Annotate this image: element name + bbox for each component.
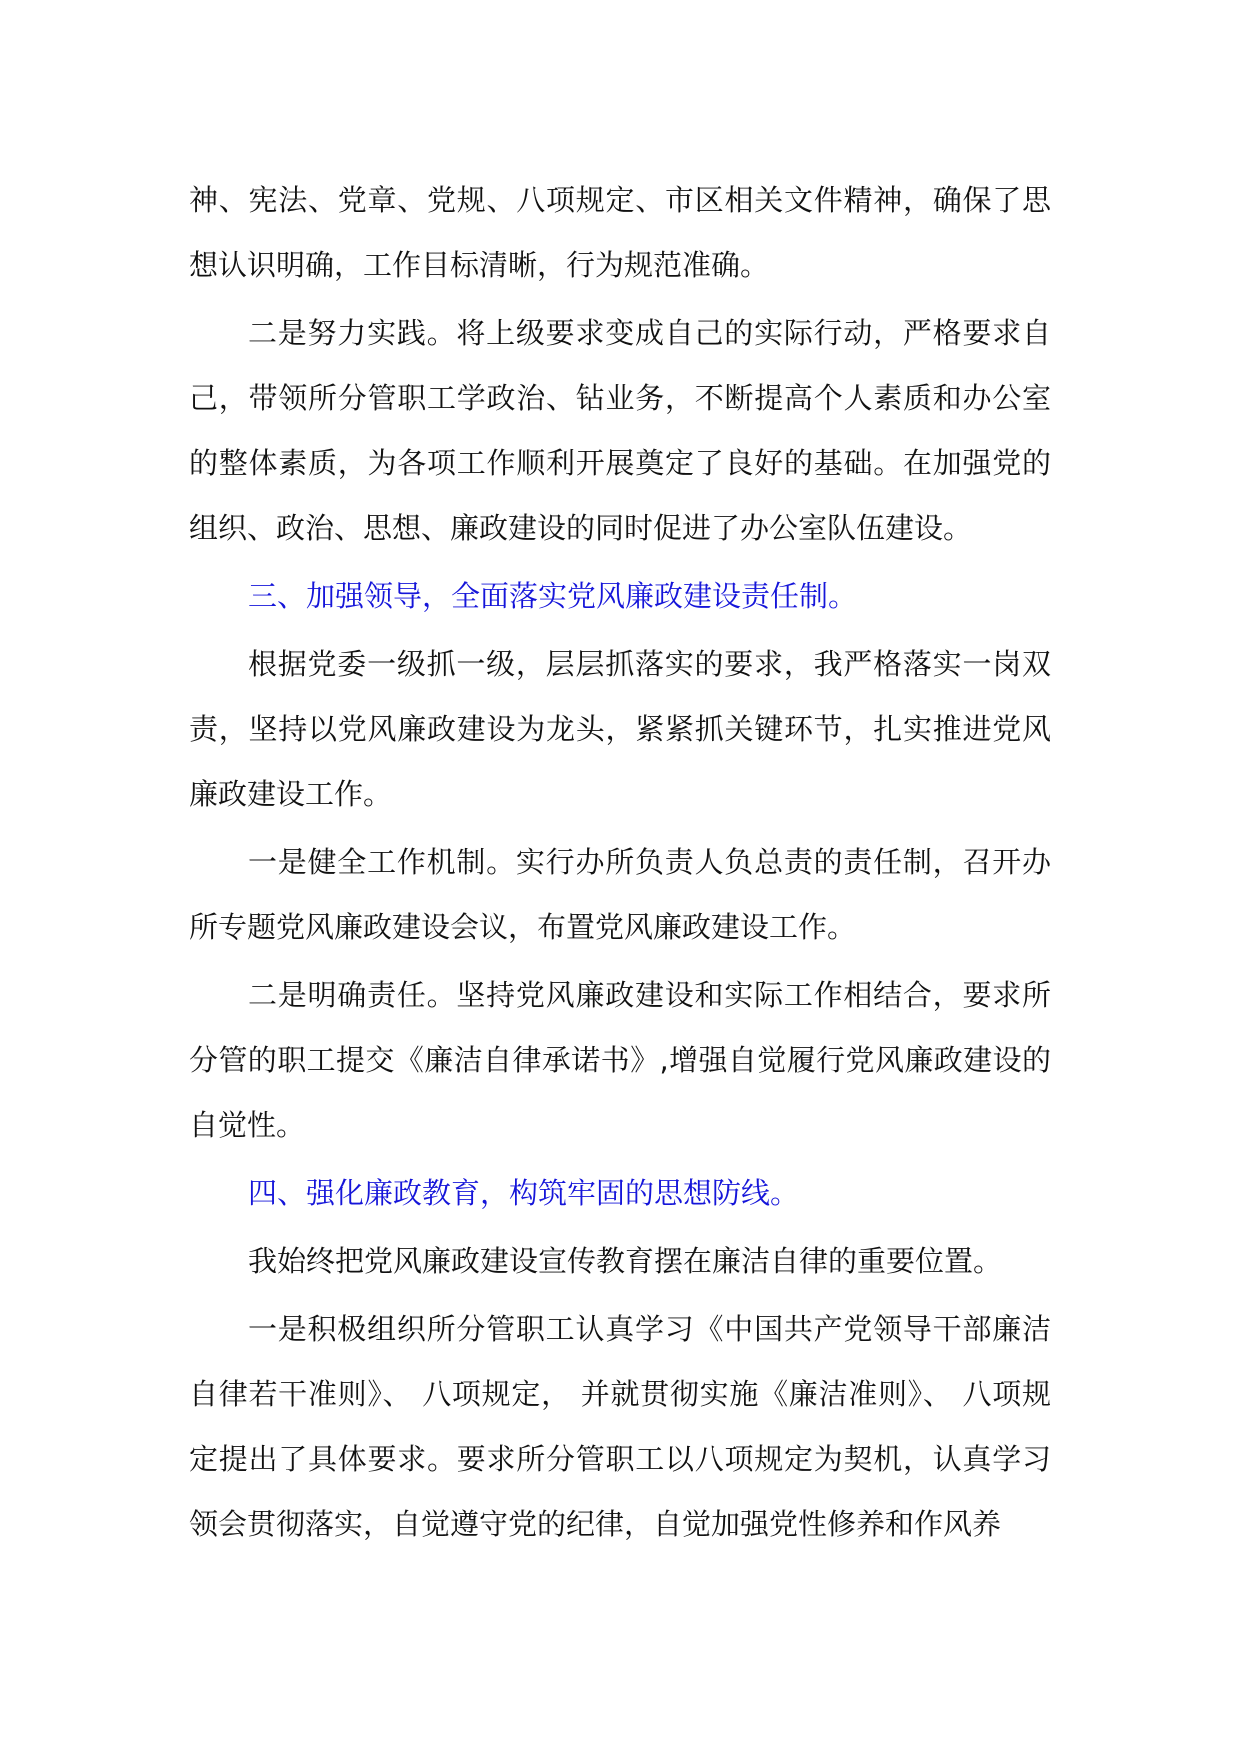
paragraph-clear-responsibility: 二是明确责任。坚持党风廉政建设和实际工作相结合，要求所分管的职工提交《廉洁自律承诺书》,增强自觉履行党风廉政建设的自觉性。 [189, 978, 1051, 1142]
paragraph-study-continuation: 神、宪法、党章、党规、八项规定、市区相关文件精神，确保了思想认识明确，工作目标清晰，行为规范准确。 [189, 183, 1051, 282]
paragraph-organize-study: 一是积极组织所分管职工认真学习《中国共产党领导干部廉洁自律若干准则》、 八项规定， 并就贯彻实施《廉洁准则》、 八项规定提出了具体要求。要求所分管职工以八项规定为契机，认真学习领会贯彻落实，自觉遵守党的纪律，自觉加强党性修养和作风养 [189, 1312, 1051, 1541]
document-body [189, 168, 1051, 1560]
paragraph-practice: 二是努力实践。将上级要求变成自己的实际行动，严格要求自己，带领所分管职工学政治、钻业务，不断提高个人素质和办公室的整体素质，为各项工作顺利开展奠定了良好的基础。在加强党的组织、政治、思想、廉政建设的同时促进了办公室队伍建设。 [189, 316, 1051, 545]
paragraph-education-intro: 我始终把党风廉政建设宣传教育摆在廉洁自律的重要位置。 [248, 1244, 1003, 1278]
paragraph-responsibility-intro: 根据党委一级抓一级，层层抓落实的要求，我严格落实一岗双责，坚持以党风廉政建设为龙头，紧紧抓关键环节，扎实推进党风廉政建设工作。 [189, 647, 1051, 811]
section-heading-education: 四、强化廉政教育，构筑牢固的思想防线。 [248, 1176, 800, 1210]
section-heading-leadership: 三、加强领导，全面落实党风廉政建设责任制。 [248, 579, 858, 613]
paragraph-work-mechanism: 一是健全工作机制。实行办所负责人负总责的责任制，召开办所专题党风廉政建设会议，布置党风廉政建设工作。 [189, 845, 1051, 944]
